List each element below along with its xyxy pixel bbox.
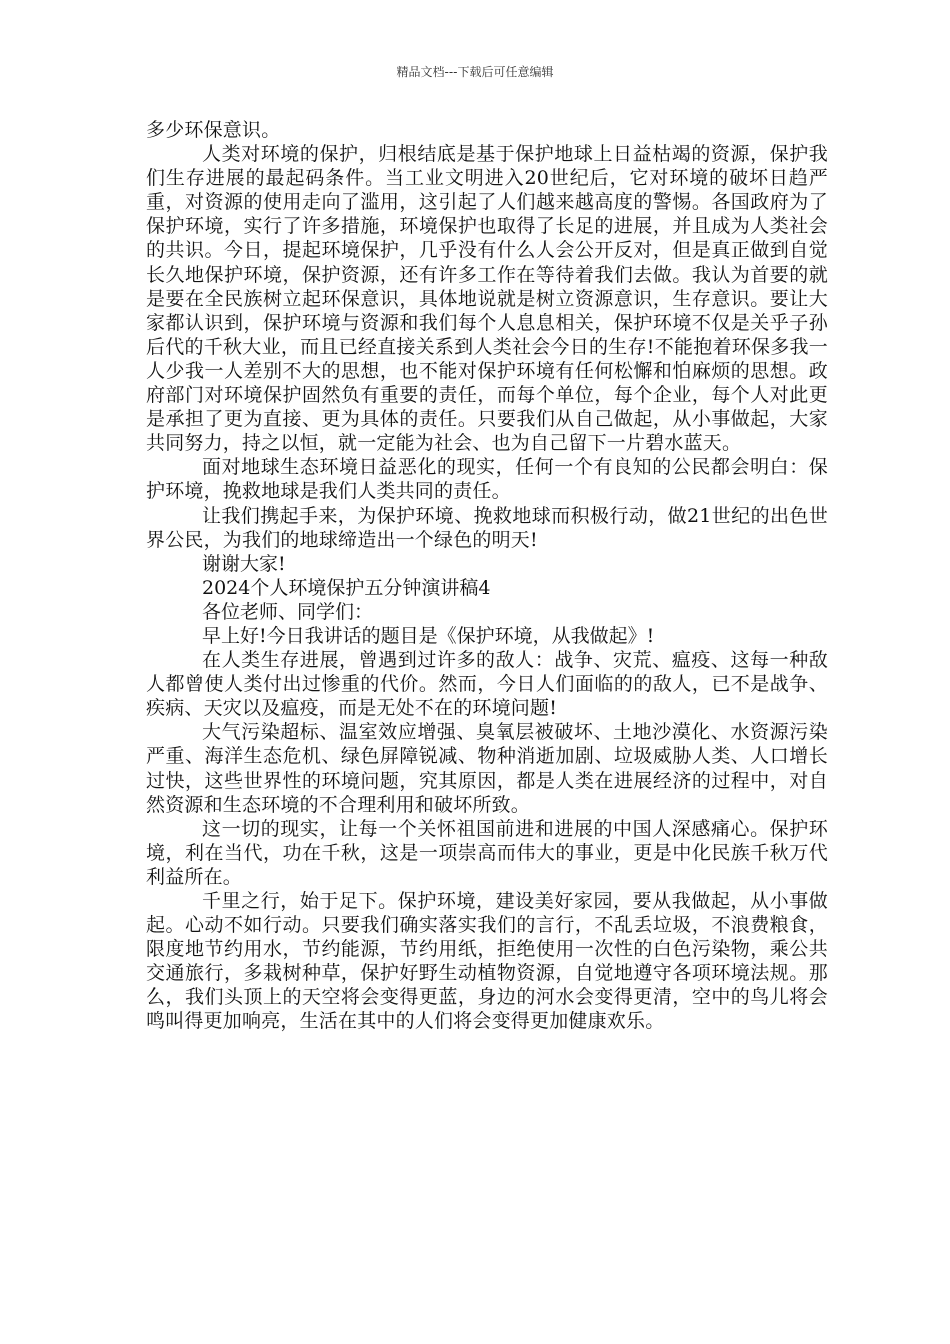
document-body [146, 118, 828, 1034]
paragraph-shared-responsibility: 面对地球生态环境日益恶化的现实，任何一个有良知的公民都会明白：保护环境，挽救地球是我们人类共同的责任。 [146, 456, 828, 503]
paragraph-environment-protection: 人类对环境的保护，归根结底是基于保护地球上日益枯竭的资源，保护我们生存进展的最起码条件。当工业文明进入20世纪后，它对环境的破坏日趋严重，对资源的使用走向了滥用，这引起了人们越来越高度的警惕。各国政府为了保护环境，实行了许多措施，环境保护也取得了长足的进展，并且成为人类社会的共识。今日，提起环境保护，几乎没有什么人会公开反对，但是真正做到自觉长久地保护环境，保护资源，还有许多工作在等待着我们去做。我认为首要的就是要在全民族树立起环保意识，具体地说就是树立资源意识，生存意识。要让大家都认识到，保护环境与资源和我们每个人息息相关，保护环境不仅是关乎子孙后代的千秋大业，而且已经直接关系到人类社会今日的生存!不能抱着环保多我一人少我一人差别不大的思想，也不能对保护环境有任何松懈和怕麻烦的思想。政府部门对环境保护固然负有重要的责任，而每个单位，每个企业，每个人对此更是承担了更为直接、更为具体的责任。只要我们从自己做起，从小事做起，大家共同努力，持之以恒，就一定能为社会、也为自己留下一片碧水蓝天。 [146, 143, 828, 455]
speech-title: 2024个人环境保护五分钟演讲稿4 [202, 576, 491, 599]
paragraph-human-enemies: 在人类生存进展，曾遇到过许多的敌人：战争、灾荒、瘟疫、这每一种敌人都曾使人类付出过惨重的代价。然而，今日人们面临的的敌人，已不是战争、疾病、天灾以及瘟疫，而是无处不在的环境问题! [146, 649, 828, 720]
paragraph-continuation: 多少环保意识。 [146, 119, 281, 141]
paragraph-reality: 这一切的现实，让每一个关怀祖国前进和进展的中国人深感痛心。保护环境，利在当代，功在千秋，这是一项崇高而伟大的事业，更是中化民族千秋万代利益所在。 [146, 817, 828, 888]
page-header: 精品文档---下载后可任意编辑 [396, 65, 554, 79]
greeting-line: 早上好!今日我讲话的题目是《保护环境，从我做起》! [202, 624, 655, 647]
salutation: 各位老师、同学们： [202, 600, 374, 623]
paragraph-environmental-problems: 大气污染超标、温室效应增强、臭氧层被破坏、土地沙漠化、水资源污染严重、海洋生态危机、绿色屏障锐减、物种消逝加剧、垃圾威胁人类、人口增长过快，这些世界性的环境问题，究其原因，都是人类在进展经济的过程中，对自然资源和生态环境的不合理利用和破坏所致。 [146, 721, 828, 816]
paragraph-start-from-self: 千里之行，始于足下。保护环境，建设美好家园，要从我做起，从小事做起。心动不如行动。只要我们确实落实我们的言行，不乱丢垃圾，不浪费粮食，限度地节约用水，节约能源，节约用纸，拒绝使用一次性的白色污染物，乘公共交通旅行，多栽树种草，保护好野生动植物资源，自觉地遵守各项环境法规。那么，我们头顶上的天空将会变得更蓝，身边的河水会变得更清，空中的鸟儿将会鸣叫得更加响亮，生活在其中的人们将会变得更加健康欢乐。 [146, 890, 828, 1033]
thanks-line: 谢谢大家! [202, 552, 286, 575]
paragraph-call-to-action: 让我们携起手来，为保护环境、挽救地球而积极行动，做21世纪的出色世界公民，为我们的地球缔造出一个绿色的明天! [146, 504, 828, 551]
